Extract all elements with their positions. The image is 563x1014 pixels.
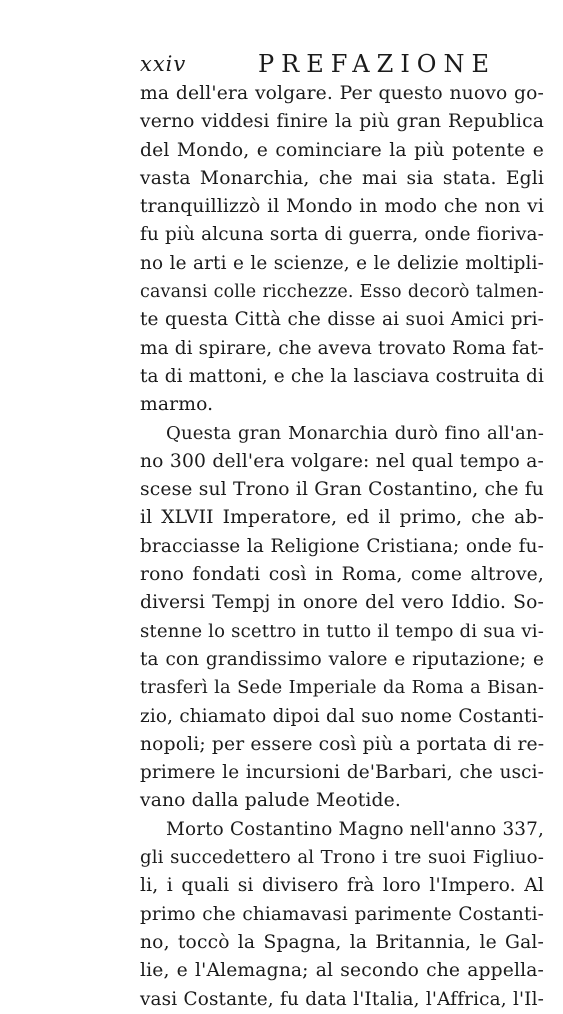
body-text [140, 80, 544, 1014]
text-line: cavansi colle ricchezze. Esso decorò talmen- [140, 282, 544, 303]
text-line: ta con grandissimo valore e riputazione; e [140, 648, 544, 670]
text-line: ta di mattoni, e che la lasciava costruita di [140, 365, 544, 387]
text-line: tranquillizzò il Mondo in modo che non vi [140, 196, 544, 218]
page-header [140, 50, 496, 80]
text-line: fu più alcuna sorta di guerra, onde fioriva- [140, 224, 544, 246]
text-line: vasi Costante, fu data l'Italia, l'Affrica, l'Il- [140, 988, 544, 1010]
text-line: no 300 dell'era volgare: nel qual tempo a- [140, 450, 544, 472]
text-line: bracciasse la Religione Cristiana; onde fu- [140, 535, 544, 557]
paragraph-end-line: marmo. [140, 394, 214, 416]
text-line: li, i quali si divisero frà loro l'Impero. Al [140, 875, 544, 897]
text-line: rono fondati così in Roma, come altrove, [140, 564, 544, 586]
paragraph-first-line: Morto Costantino Magno nell'anno 337, [166, 818, 544, 840]
text-line: zio, chiamato dipoi dal suo nome Costanti- [140, 705, 544, 727]
text-line: il XLVII Imperatore, ed il primo, che ab- [140, 507, 544, 529]
text-line: diversi Tempj in onore del vero Iddio. So- [140, 592, 544, 614]
text-line: te questa Città che disse ai suoi Amici pri- [140, 309, 544, 331]
text-line: del Mondo, e cominciare la più potente e [140, 139, 544, 161]
text-line: scese sul Trono il Gran Costantino, che fu [140, 479, 544, 501]
text-line: ma dell'era volgare. Per questo nuovo go- [140, 83, 544, 104]
text-line: primo che chiamavasi parimente Costanti- [140, 903, 544, 925]
page-number: xxiv [140, 52, 187, 76]
text-line: stenne lo scettro in tutto il tempo di sua vi- [140, 620, 544, 642]
paragraph-end-line: vano dalla palude Meotide. [140, 790, 401, 812]
paragraph-first-line: Questa gran Monarchia durò fino all'an- [166, 422, 544, 444]
text-line: no, toccò la Spagna, la Britannia, le Gal- [140, 931, 544, 953]
text-line: verno viddesi finire la più gran Republica [140, 111, 544, 133]
text-line: no le arti e le scienze, e le delizie moltipli- [140, 252, 544, 274]
running-head: PREFAZIONE [258, 50, 496, 78]
text-line: ma di spirare, che aveva trovato Roma fat- [140, 337, 545, 359]
text-line: primere le incursioni de'Barbari, che usci- [140, 762, 544, 784]
text-line: vasta Monarchia, che mai sia stata. Egli [140, 167, 544, 189]
text-line: gli succedettero al Trono i tre suoi Figliuo- [140, 847, 544, 869]
text-line: lie, e l'Alemagna; al secondo che appella- [140, 960, 544, 982]
text-line: nopoli; per essere così più a portata di re- [140, 733, 545, 755]
text-line: trasferì la Sede Imperiale da Roma a Bisan- [140, 677, 544, 699]
